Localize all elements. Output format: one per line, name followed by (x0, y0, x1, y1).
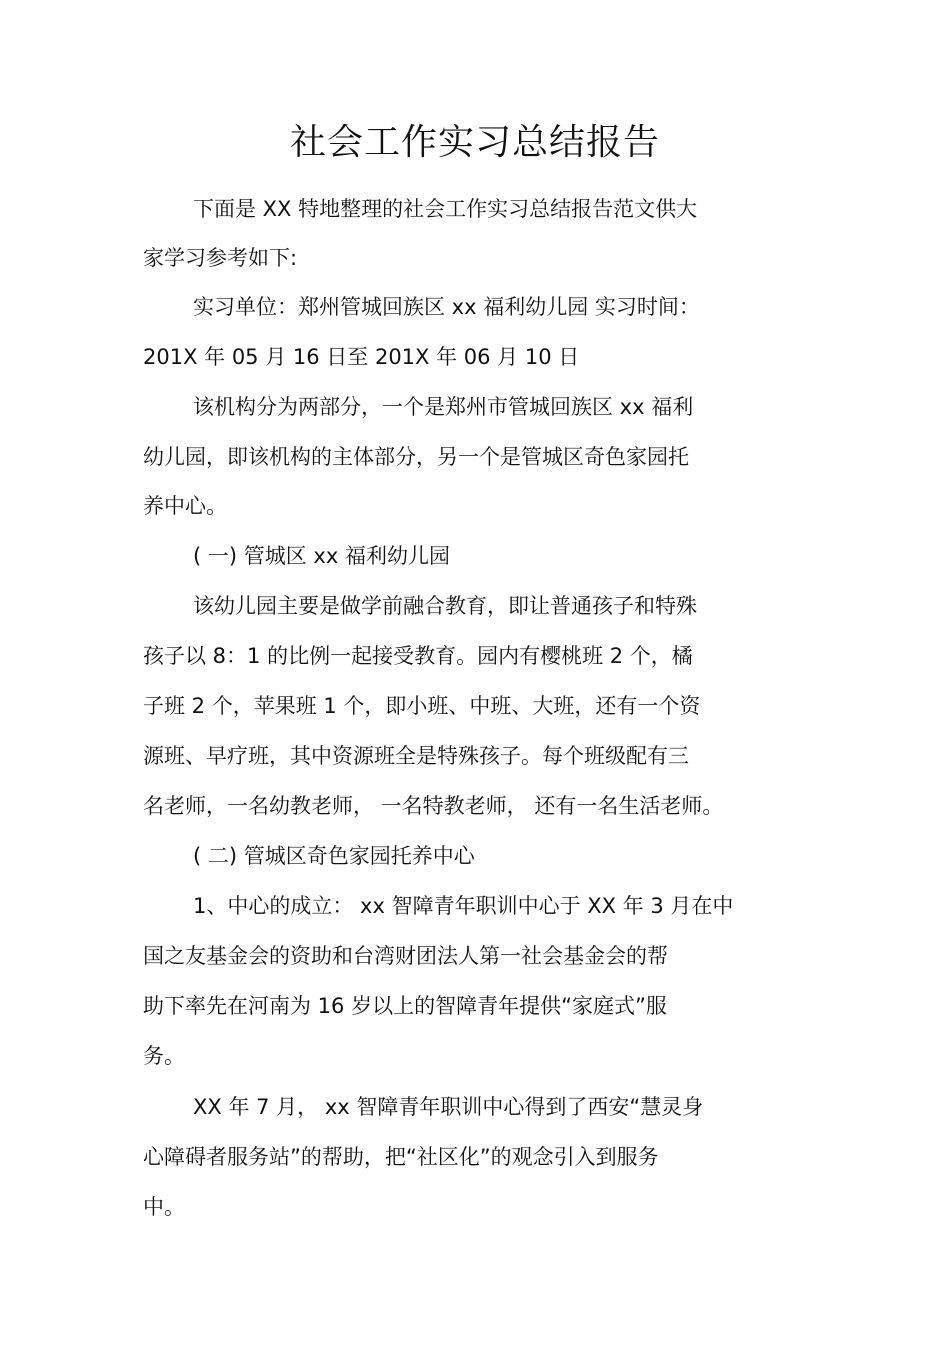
internship-info-line-1: 实习单位：郑州管城回族区 xx 福利幼儿园 实习时间： (193, 295, 700, 319)
kindergarten-paragraph-line-2: 孩子以 8：1 的比例一起接受教育。园内有樱桃班 2 个，橘 (143, 644, 693, 668)
community-paragraph-line-3: 中。 (143, 1195, 185, 1219)
center-founding-line-4: 务。 (143, 1044, 185, 1068)
document-title: 社会工作实习总结报告 (289, 122, 660, 163)
community-paragraph-line-2: 心障碍者服务站”的帮助，把“社区化”的观念引入到服务 (143, 1145, 659, 1169)
section-heading-one: ( 一) 管城区 xx 福利幼儿园 (193, 544, 450, 568)
center-founding-line-3: 助下率先在河南为 16 岁以上的智障青年提供“家庭式”服 (143, 994, 667, 1018)
internship-info-line-2: 201X 年 05 月 16 日至 201X 年 06 月 10 日 (143, 345, 580, 369)
kindergarten-paragraph-line-5: 名老师，一名幼教老师， 一名特教老师， 还有一名生活老师。 (143, 794, 724, 818)
institution-description-line-3: 养中心。 (143, 494, 227, 518)
kindergarten-paragraph-line-3: 子班 2 个，苹果班 1 个，即小班、中班、大班，还有一个资 (143, 694, 701, 718)
institution-description-line-1: 该机构分为两部分，一个是郑州市管城回族区 xx 福利 (193, 395, 694, 419)
community-paragraph-line-1: XX 年 7 月， xx 智障青年职训中心得到了西安“慧灵身 (193, 1095, 704, 1119)
institution-description-line-2: 幼儿园，即该机构的主体部分，另一个是管城区奇色家园托 (143, 445, 689, 469)
center-founding-line-1: 1、中心的成立： xx 智障青年职训中心于 XX 年 3 月在中 (193, 894, 734, 918)
kindergarten-paragraph-line-4: 源班、早疗班，其中资源班全是特殊孩子。每个班级配有三 (143, 744, 689, 768)
section-heading-two: ( 二) 管城区奇色家园托养中心 (193, 844, 475, 868)
paragraph-intro-line-1: 下面是 XX 特地整理的社会工作实习总结报告范文供大 (193, 197, 698, 221)
center-founding-line-2: 国之友基金会的资助和台湾财团法人第一社会基金会的帮 (143, 944, 668, 968)
kindergarten-paragraph-line-1: 该幼儿园主要是做学前融合教育，即让普通孩子和特殊 (193, 594, 697, 618)
paragraph-intro-line-2: 家学习参考如下: (143, 246, 298, 270)
